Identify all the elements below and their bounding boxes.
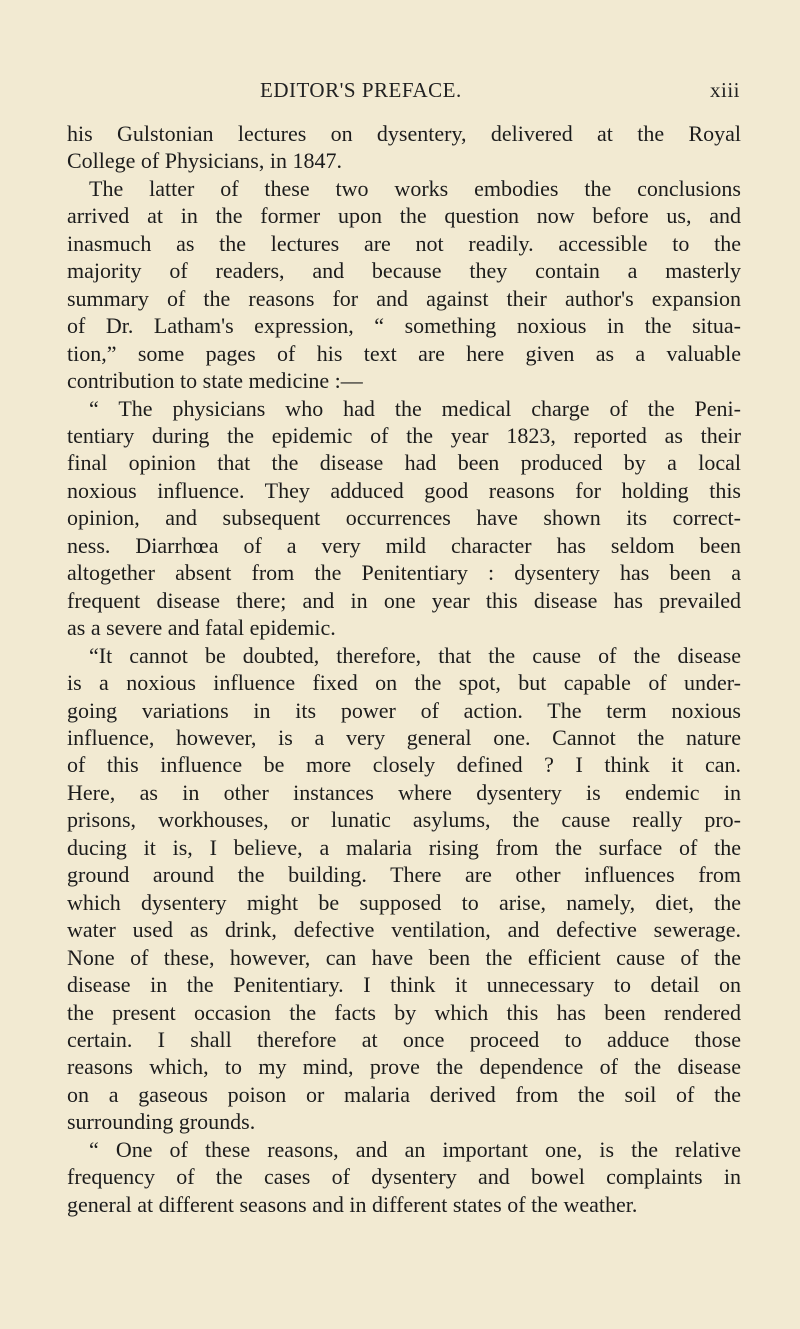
text-line: noxious influence. They adduced good reasons for holding this: [67, 477, 741, 503]
body-text: [67, 120, 741, 1218]
text-line: tion,” some pages of his text are here given as a valuable: [67, 340, 741, 366]
text-line: which dysentery might be supposed to arise, namely, diet, the: [67, 889, 741, 915]
paragraph: [67, 642, 741, 1136]
text-line: prisons, workhouses, or lunatic asylums, the cause really pro-: [67, 807, 741, 833]
text-line: College of Physicians, in 1847.: [67, 148, 342, 174]
paragraph: [67, 175, 741, 395]
text-line: ness. Diarrhœa of a very mild character has seldom been: [67, 532, 741, 558]
text-line: of Dr. Latham's expression, “ something noxious in the situa-: [67, 313, 741, 339]
text-line: opinion, and subsequent occurrences have shown its correct-: [67, 505, 741, 531]
text-line: summary of the reasons for and against their author's expansion: [67, 285, 741, 311]
text-line: is a noxious influence fixed on the spot, but capable of under-: [67, 670, 741, 696]
text-line: “ The physicians who had the medical charge of the Peni-: [89, 395, 741, 421]
text-line: “ One of these reasons, and an important one, is the relative: [89, 1136, 741, 1162]
text-line: ducing it is, I believe, a malaria rising from the surface of the: [67, 834, 741, 860]
text-line: going variations in its power of action. The term noxious: [67, 697, 741, 723]
text-line: arrived at in the former upon the question now before us, and: [67, 203, 741, 229]
text-line: contribution to state medicine :—: [67, 368, 363, 394]
text-line: tentiary during the epidemic of the year 1823, reported as their: [67, 422, 741, 448]
text-line: influence, however, is a very general one. Cannot the nature: [67, 724, 741, 750]
text-line: inasmuch as the lectures are not readily. accessible to the: [67, 230, 741, 256]
text-line: frequency of the cases of dysentery and bowel complaints in: [67, 1164, 741, 1190]
text-line: reasons which, to my mind, prove the dependence of the disease: [67, 1054, 741, 1080]
text-line: the present occasion the facts by which this has been rendered: [67, 999, 741, 1025]
text-line: of this influence be more closely defined ? I think it can.: [67, 752, 741, 778]
text-line: ground around the building. There are other influences from: [67, 862, 741, 888]
running-head: [68, 78, 740, 108]
text-line: on a gaseous poison or malaria derived from the soil of the: [67, 1081, 741, 1107]
page-number: xiii: [709, 78, 740, 102]
text-line: as a severe and fatal epidemic.: [67, 615, 336, 641]
text-line: Here, as in other instances where dysentery is endemic in: [67, 779, 741, 805]
paragraph: [67, 120, 741, 175]
text-line: disease in the Penitentiary. I think it unnecessary to detail on: [67, 972, 741, 998]
paragraph: [67, 395, 741, 642]
text-line: “It cannot be doubted, therefore, that the cause of the disease: [89, 642, 741, 668]
text-line: frequent disease there; and in one year this disease has prevailed: [67, 587, 741, 613]
text-line: altogether absent from the Penitentiary : dysentery has been a: [67, 560, 741, 586]
text-line: his Gulstonian lectures on dysentery, delivered at the Royal: [67, 121, 741, 146]
text-line: final opinion that the disease had been produced by a local: [67, 450, 741, 476]
text-line: certain. I shall therefore at once proceed to adduce those: [67, 1026, 741, 1052]
text-line: majority of readers, and because they contain a masterly: [67, 258, 741, 284]
text-line: surrounding grounds.: [67, 1109, 256, 1135]
paragraph: [67, 1136, 741, 1218]
text-line: The latter of these two works embodies the conclusions: [89, 175, 741, 201]
text-line: general at different seasons and in different states of the weather.: [67, 1191, 638, 1217]
running-head-title: EDITOR'S PREFACE.: [260, 78, 462, 102]
text-line: water used as drink, defective ventilation, and defective sewerage.: [67, 917, 741, 943]
text-line: None of these, however, can have been the efficient cause of the: [67, 944, 741, 970]
